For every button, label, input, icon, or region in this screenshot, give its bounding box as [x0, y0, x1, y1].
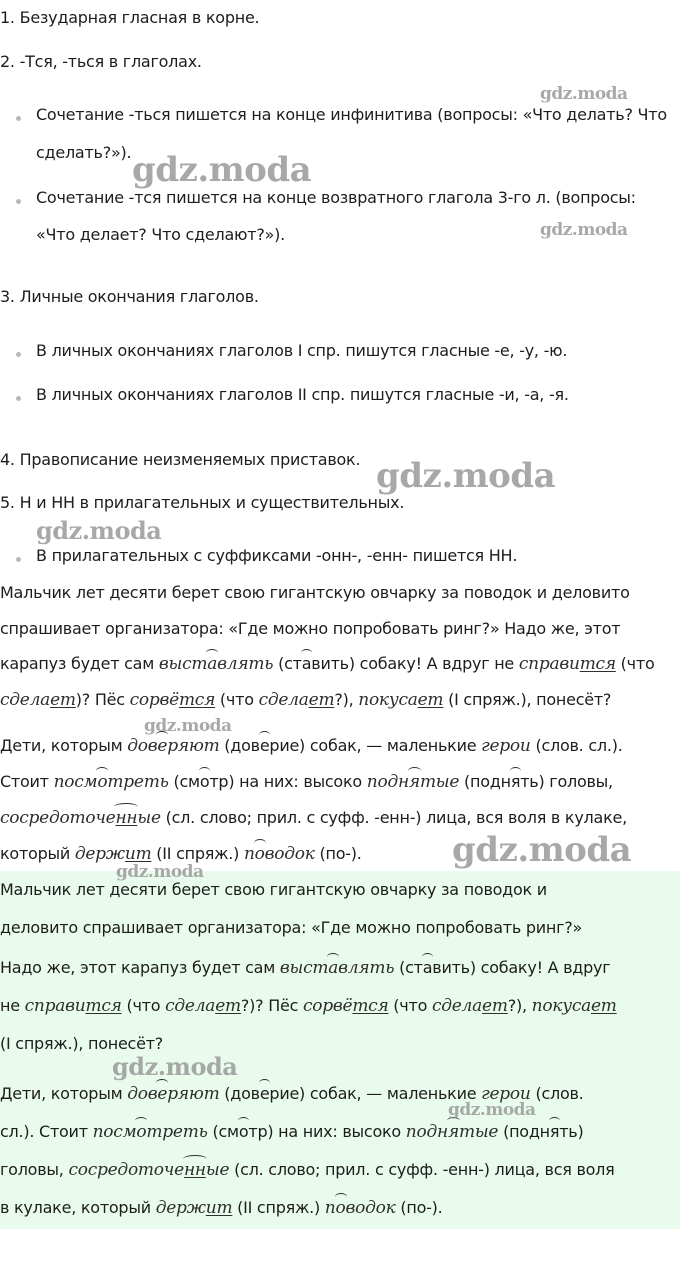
text-line: который держит (II спряж.) поводок (по-).	[0, 844, 362, 864]
heading-3: 3. Личные окончания глаголов.	[0, 287, 259, 306]
handwritten-word: доверяют	[127, 736, 220, 756]
handwritten-word: сорвётся	[302, 996, 389, 1016]
handwritten-word: герои	[481, 1084, 531, 1104]
list-item-cont: «Что делает? Что сделают?»).	[36, 225, 285, 244]
watermark: gdz.moda	[452, 830, 632, 870]
handwritten-word: поднятые	[405, 1122, 499, 1142]
watermark: gdz.moda	[36, 516, 162, 545]
handwritten-word: держит	[155, 1198, 233, 1218]
handwritten-word: справится	[24, 996, 122, 1016]
text-line: сл.). Стоит посмотреть (смотр) на них: высоко поднятые (поднять)	[0, 1122, 584, 1142]
bullet	[16, 116, 21, 121]
text-line: (I спряж.), понесёт?	[0, 1034, 164, 1053]
handwritten-word: сосредоточенные	[68, 1160, 230, 1180]
watermark: gdz.moda	[116, 862, 204, 882]
heading-1: 1. Безударная гласная в корне.	[0, 8, 260, 27]
list-item: В прилагательных с суффиксами -онн-, -енн- пишется НН.	[36, 546, 518, 565]
list-item-cont: сделать?»).	[36, 143, 132, 162]
text-line: сосредоточенные (сл. слово; прил. с суфф. -енн-) лица, вся воля в кулаке,	[0, 808, 627, 828]
text-line: деловито спрашивает организатора: «Где можно попробовать ринг?»	[0, 918, 583, 937]
list-item: В личных окончаниях глаголов I спр. пишутся гласные -е, -у, -ю.	[36, 341, 568, 360]
handwritten-word: герои	[481, 736, 531, 756]
handwritten-word: сделает	[431, 996, 508, 1016]
handwritten-word: покусает	[358, 690, 444, 710]
text-line: карапуз будет сам выставлять (ставить) собаку! А вдруг не справится (что	[0, 654, 655, 674]
heading-2: 2. -Тся, -ться в глаголах.	[0, 52, 202, 71]
bullet	[16, 352, 21, 357]
handwritten-word: сделает	[165, 996, 241, 1016]
list-item: Сочетание -тся пишется на конце возвратного глагола 3-го л. (вопросы:	[36, 188, 636, 207]
handwritten-word: сделает	[0, 690, 76, 710]
heading-4: 4. Правописание неизменяемых приставок.	[0, 450, 361, 469]
handwritten-word: поводок	[243, 844, 315, 864]
text-line: Мальчик лет десяти берет свою гигантскую овчарку за поводок и	[0, 880, 547, 899]
handwritten-word: поводок	[324, 1198, 396, 1218]
handwritten-word: справится	[518, 654, 616, 674]
watermark: gdz.moda	[144, 716, 232, 736]
handwritten-word: посмотреть	[92, 1122, 208, 1142]
text-line: сделает)? Пёс сорвётся (что сделает?), покусает (I спряж.), понесёт?	[0, 690, 612, 710]
handwritten-word: сосредоточенные	[0, 808, 161, 828]
handwritten-word: сделает	[258, 690, 335, 710]
watermark: gdz.moda	[376, 456, 556, 496]
handwritten-word: держит	[74, 844, 152, 864]
bullet	[16, 396, 21, 401]
watermark: gdz.moda	[540, 84, 628, 104]
handwritten-word: покусает	[531, 996, 617, 1016]
list-item: Сочетание -ться пишется на конце инфинитива (вопросы: «Что делать? Что	[36, 105, 667, 124]
watermark: gdz.moda	[112, 1052, 238, 1081]
watermark: gdz.moda	[132, 150, 312, 190]
heading-5: 5. Н и НН в прилагательных и существительных.	[0, 493, 405, 512]
handwritten-word: посмотреть	[53, 772, 169, 792]
text-line: Дети, которым доверяют (доверие) собак, — маленькие герои (слов. сл.).	[0, 736, 623, 756]
text-line: в кулаке, который держит (II спряж.) поводок (по-).	[0, 1198, 443, 1218]
bullet	[16, 557, 21, 562]
handwritten-word: выставлять	[158, 654, 274, 674]
handwritten-word: выставлять	[279, 958, 395, 978]
text-line: Надо же, этот карапуз будет сам выставлять (ставить) собаку! А вдруг	[0, 958, 611, 978]
text-line: не справится (что сделает?)? Пёс сорвётся (что сделает?), покусает	[0, 996, 617, 1016]
watermark: gdz.moda	[448, 1100, 536, 1120]
text-line: Мальчик лет десяти берет свою гигантскую овчарку за поводок и деловито	[0, 583, 630, 602]
watermark: gdz.moda	[540, 220, 628, 240]
bullet	[16, 199, 21, 204]
handwritten-word: сорвётся	[129, 690, 216, 710]
text-line: Дети, которым доверяют (доверие) собак, — маленькие герои (слов.	[0, 1084, 584, 1104]
handwritten-word: доверяют	[127, 1084, 220, 1104]
list-item: В личных окончаниях глаголов II спр. пишутся гласные -и, -а, -я.	[36, 385, 569, 404]
handwritten-word: поднятые	[366, 772, 460, 792]
text-line: спрашивает организатора: «Где можно попробовать ринг?» Надо же, этот	[0, 619, 621, 638]
text-line: Стоит посмотреть (смотр) на них: высоко поднятые (поднять) головы,	[0, 772, 613, 792]
text-line: головы, сосредоточенные (сл. слово; прил. с суфф. -енн-) лица, вся воля	[0, 1160, 615, 1180]
